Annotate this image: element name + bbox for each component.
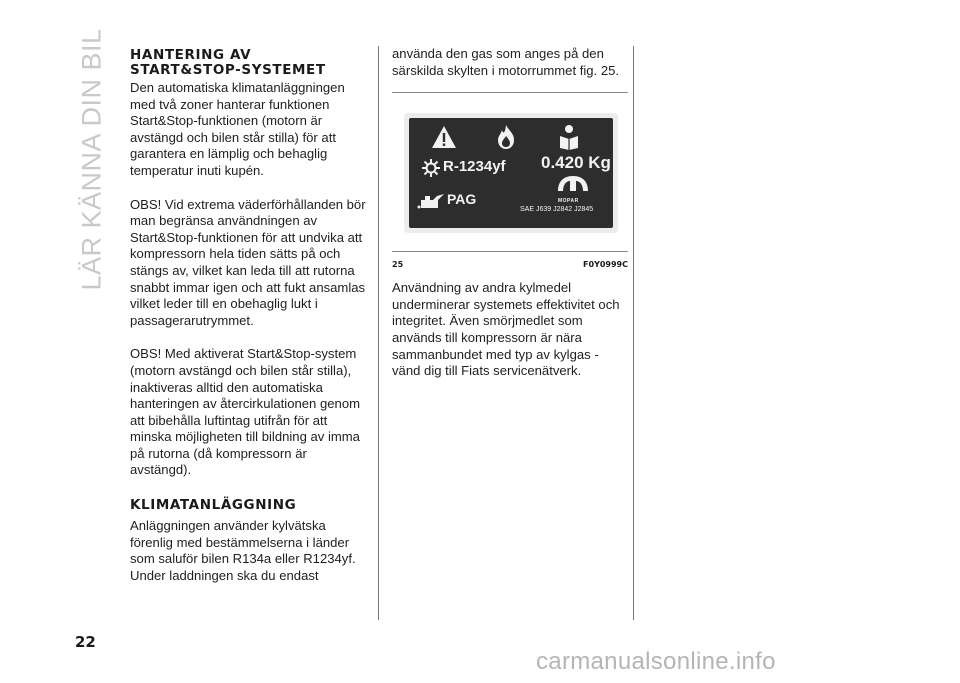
mopar-logo-icon <box>555 174 591 198</box>
text-column-right <box>392 46 628 380</box>
paragraph: Användning av andra kylmedel underminerar systemets effektivitet och integritet. Även smörjmedlet som används till kompressorn är nära sammanbundet med typ av kylgas - vänd dig till Fiats servicenätverk. <box>392 280 620 379</box>
figure-code: F0Y0999C <box>583 260 628 270</box>
chapter-side-title: LÄR KÄNNA DIN BIL <box>76 28 107 291</box>
read-manual-icon <box>555 124 583 150</box>
refrigerant-sticker <box>409 118 613 228</box>
paragraph: Den automatiska klimatanläggningen med två zoner hanterar funktionen Start&Stop-funktionen (motorn är avstängd och bilen står stilla) för att garantera en lämplig och behaglig temperatur inuti kupén. <box>130 80 345 178</box>
paragraph-note: OBS! Med aktiverat Start&Stop-system (motorn avstängd och bilen står stilla), inaktiveras alltid den automatiska hanteringen av återcirkulationen genom att bibehålla luftintag utifrån för att minska möjligheten till bildning av imma på rutorna (då kompressorn är avstängd). <box>130 346 361 478</box>
refrigerant-type: R-1234yf <box>443 158 506 176</box>
oil-can-icon <box>417 190 445 210</box>
text-column-left <box>130 48 366 584</box>
ac-snowflake-icon <box>421 158 441 178</box>
paragraph: använda den gas som anges på den särskilda skylten i motorrummet fig. 25. <box>392 46 620 78</box>
paragraph: Anläggningen använder kylvätska förenlig med bestämmelserna i länder som saluför bilen R134a eller R1234yf. Under laddningen ska du endast <box>130 518 356 583</box>
refrigerant-amount: 0.420 Kg <box>541 153 611 173</box>
section-heading-start-stop: HANTERING AV START&STOP-SYSTEMET <box>130 47 326 78</box>
mopar-brand-text: MOPAR <box>558 198 579 205</box>
section-heading-climate: KLIMATANLÄGGNING <box>130 497 297 514</box>
figure-number: 25 <box>392 260 404 270</box>
flame-icon <box>494 124 518 150</box>
page-number: 22 <box>75 633 96 651</box>
compressor-oil-type: PAG <box>447 191 477 208</box>
figure-caption <box>392 260 628 269</box>
paragraph-note: OBS! Vid extrema väderförhållanden bör man begränsa användningen av Start&Stop-funktionen för att undvika att kompressorn hela tiden sätts på och stängs av, vilket kan leda till att rutorna snabbt immar igen och att fukt ansamlas vilket leder till en obehaglig lukt i passagerarutrymmet. <box>130 196 366 328</box>
figure-bottom-rule <box>392 251 628 252</box>
warning-triangle-icon <box>431 125 457 149</box>
column-divider-right <box>633 46 634 620</box>
sae-standard-text: SAE J639 J2842 J2845 <box>520 206 594 214</box>
refrigerant-label-figure <box>404 113 618 233</box>
column-divider-left <box>378 46 379 620</box>
watermark-text: carmanualsonline.info <box>536 648 776 675</box>
figure-top-rule <box>392 92 628 93</box>
